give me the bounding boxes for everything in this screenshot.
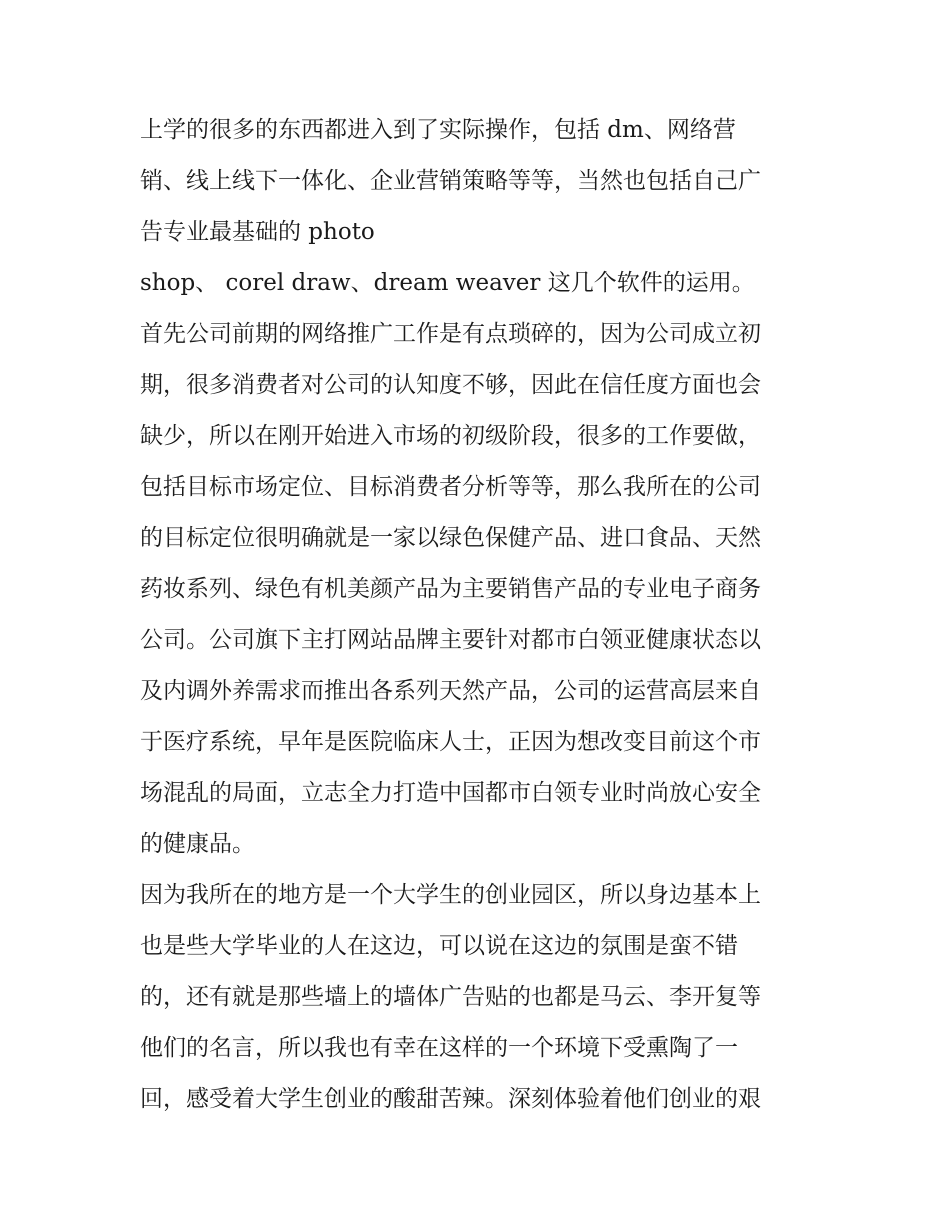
text-line: 及内调外养需求而推出各系列天然产品，公司的运营高层来自	[140, 678, 761, 704]
text-line: 场混乱的局面，立志全力打造中国都市白领专业时尚放心安全	[140, 780, 761, 806]
text-line: 告专业最基础的 photo	[140, 219, 375, 245]
text-line: 的目标定位很明确就是一家以绿色保健产品、进口食品、天然	[140, 525, 761, 551]
text-line: 期，很多消费者对公司的认知度不够，因此在信任度方面也会	[140, 372, 761, 398]
text-line: 的，还有就是那些墙上的墙体广告贴的也都是马云、李开复等	[140, 984, 761, 1010]
text-line: 药妆系列、绿色有机美颜产品为主要销售产品的专业电子商务	[140, 576, 761, 602]
text-line: 首先公司前期的网络推广工作是有点琐碎的，因为公司成立初	[140, 321, 761, 347]
text-line: 回，感受着大学生创业的酸甜苦辣。深刻体验着他们创业的艰	[140, 1086, 761, 1112]
text-line: shop、 corel draw、dream weaver 这几个软件的运用。	[140, 270, 755, 296]
text-line: 于医疗系统，早年是医院临床人士，正因为想改变目前这个市	[140, 729, 761, 755]
text-line: 也是些大学毕业的人在这边，可以说在这边的氛围是蛮不错	[140, 933, 738, 959]
text-line: 包括目标市场定位、目标消费者分析等等，那么我所在的公司	[140, 474, 761, 500]
text-line: 的健康品。	[140, 831, 255, 857]
text-line: 他们的名言，所以我也有幸在这样的一个环境下受熏陶了一	[140, 1035, 738, 1061]
body-text	[140, 105, 820, 1125]
text-line: 销、线上线下一体化、企业营销策略等等，当然也包括自己广	[140, 168, 761, 194]
text-line: 公司。公司旗下主打网站品牌主要针对都市白领亚健康状态以	[140, 627, 761, 653]
text-line: 因为我所在的地方是一个大学生的创业园区，所以身边基本上	[140, 882, 761, 908]
text-line: 缺少，所以在刚开始进入市场的初级阶段，很多的工作要做，	[140, 423, 761, 449]
text-line: 上学的很多的东西都进入到了实际操作，包括 dm、网络营	[140, 117, 736, 143]
